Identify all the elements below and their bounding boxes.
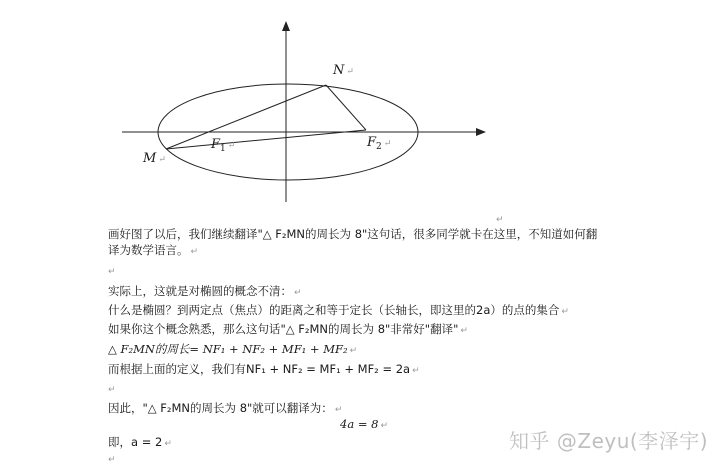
paragraph-4 (108, 321, 468, 339)
paragraph-mark: ↵ (412, 366, 420, 376)
paragraph-1-text: 画好图了以后，我们继续翻译"△ F₂MN的周长为 8"这句话，很多同学就卡在这里，不知道如何翻译为数学语言。 (108, 227, 598, 257)
focus-f1-label: $F_1$ ↵ (211, 137, 236, 154)
paragraph-mark: ↵ (164, 439, 172, 449)
result-text: 即，a = 2 (108, 435, 163, 449)
paragraph-mark: ↵ (349, 346, 358, 356)
point-n-label: N ↵ (333, 63, 354, 78)
segment-mf2 (166, 130, 366, 149)
paragraph-mark: ↵ (294, 288, 302, 298)
paragraph-5 (108, 341, 357, 359)
point-m-label: M ↵ (143, 151, 166, 166)
segment-mn (166, 85, 326, 149)
x-axis-arrow (476, 128, 486, 136)
paragraph-3-text: 什么是椭圆？到两定点（焦点）的距离之和等于定长（长轴长，即这里的2a）的点的集合 (108, 303, 560, 317)
paragraph-mark: ↵ (380, 421, 388, 431)
paragraph-7 (108, 400, 342, 418)
paragraph-2 (108, 283, 302, 301)
perimeter-formula: △ F₂MN的周长= NF₁ + NF₂ + MF₁ + MF₂ (108, 342, 348, 356)
paragraph-mark: ↵ (108, 455, 116, 465)
paragraph-3 (108, 302, 569, 320)
paragraph-9 (108, 434, 172, 452)
paragraph-mark: ↵ (460, 326, 468, 336)
paragraph-mark: ↵ (190, 247, 199, 257)
paragraph-mark: ↵ (561, 307, 569, 317)
equation-4a-8 (340, 416, 388, 434)
paragraph-mark: ↵ (334, 405, 343, 415)
paragraph-7-text: 因此，"△ F₂MN的周长为 8"就可以翻译为： (108, 401, 333, 415)
definition-formula: 而根据上面的定义，我们有NF₁ + NF₂ = MF₁ + MF₂ = 2a (108, 362, 411, 376)
equation-text: 4a = 8 (340, 417, 379, 431)
y-axis-arrow (282, 21, 290, 31)
zhihu-watermark: 知乎 @Zeyu(李泽宇) (509, 429, 708, 453)
paragraph-4-text: 如果你这个概念熟悉，那么这句话"△ F₂MN的周长为 8"非常好"翻译" (108, 322, 459, 336)
paragraph-1 (108, 226, 608, 260)
paragraph-mark: ↵ (496, 215, 504, 225)
focus-f2-label: $F_2$ ↵ (367, 135, 392, 152)
paragraph-mark: ↵ (108, 267, 116, 277)
paragraph-mark: ↵ (108, 385, 116, 395)
paragraph-6 (108, 361, 420, 379)
ellipse-diagram (0, 0, 720, 215)
paragraph-2-text: 实际上，这就是对椭圆的概念不清： (108, 284, 292, 298)
